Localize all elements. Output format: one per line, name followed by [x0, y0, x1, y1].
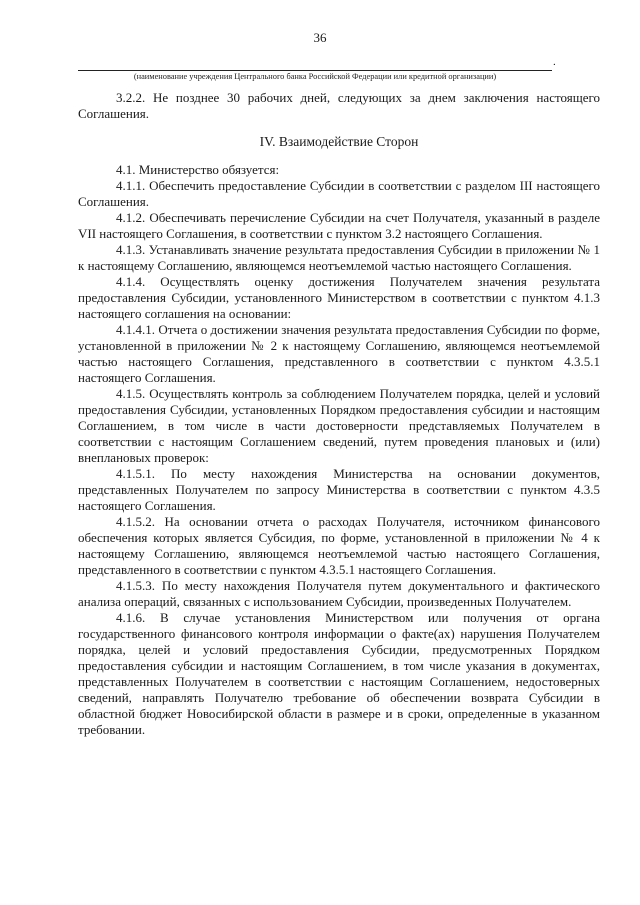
paragraph-4-1-4-1: 4.1.4.1. Отчета о достижении значения результата предоставления Субсидии по форме, установленной в приложении № 2 к настоящему Соглашению, являющемся неотъемлемой частью настоящего Соглашения, представленного в соответствии с пунктом 4.3.5.1 настоящего Соглашения.	[78, 322, 600, 385]
paragraph-4-1-4: 4.1.4. Осуществлять оценку достижения Получателем значения результата предоставления Субсидии, установленного Министерством в соответствии с пунктом 4.1.3 настоящего соглашения на основании:	[78, 274, 600, 321]
page-number: 36	[313, 30, 327, 45]
section-heading: IV. Взаимодействие Сторон	[259, 134, 419, 149]
organization-caption: (наименование учреждения Центрального банка Российской Федерации или кредитной организации)	[133, 72, 497, 81]
paragraph-4-1-5-3: 4.1.5.3. По месту нахождения Получателя путем документального и фактического анализа операций, связанных с использованием Субсидии, произведенных Получателем.	[78, 578, 600, 609]
paragraph-4-1: 4.1. Министерство обязуется:	[116, 162, 280, 177]
paragraph-4-1-2: 4.1.2. Обеспечивать перечисление Субсидии на счет Получателя, указанный в разделе VII настоящего Соглашения, в соответствии с пунктом 3.2 настоящего Соглашения.	[78, 210, 600, 241]
paragraph-4-1-6: 4.1.6. В случае установления Министерством или получения от органа государственного финансового контроля информации о факте(ах) нарушения Получателем порядка, целей и условий предоставления Субсидии, предусмотренных Порядком предоставления субсидии и настоящим Соглашением, в том числе указания в документах, представленных Получателем в соответствии с настоящим Соглашением, недостоверных сведений, направлять Получателю требование об обеспечении возврата Субсидии в областной бюджет Новосибирской области в размере и в сроки, определенные в указанном требовании.	[78, 610, 600, 737]
paragraph-4-1-3: 4.1.3. Устанавливать значение результата предоставления Субсидии в приложении № 1 к настоящему Соглашению, являющемся неотъемлемой частью настоящего Соглашения.	[78, 242, 600, 273]
document-body	[78, 90, 600, 738]
organization-name-blank-line	[78, 56, 552, 71]
organization-line-end: .	[553, 56, 556, 68]
paragraph-4-1-5: 4.1.5. Осуществлять контроль за соблюдением Получателем порядка, целей и условий предоставления Субсидии, установленных Порядком предоставления субсидии и настоящим Соглашением, в том числе в части достоверности представляемых Получателем в соответствии с настоящим Соглашением сведений, путем проведения плановых и (или) внеплановых проверок:	[78, 386, 600, 465]
paragraph-4-1-1: 4.1.1. Обеспечить предоставление Субсидии в соответствии с разделом III настоящего Соглашения.	[78, 178, 600, 209]
paragraph-4-1-5-1: 4.1.5.1. По месту нахождения Министерства на основании документов, представленных Получателем по запросу Министерства в соответствии с пунктом 4.3.5 настоящего Соглашения.	[78, 466, 600, 513]
paragraph-3-2-2: 3.2.2. Не позднее 30 рабочих дней, следующих за днем заключения настоящего Соглашения.	[78, 90, 600, 121]
paragraph-4-1-5-2: 4.1.5.2. На основании отчета о расходах Получателя, источником финансового обеспечения которых является Субсидия, по форме, установленной в приложении № 4 к настоящему Соглашению, являющемся неотъемлемой частью настоящего Соглашения, представленного в соответствии с пунктом 4.3.5.1 настоящего Соглашения.	[78, 514, 600, 577]
